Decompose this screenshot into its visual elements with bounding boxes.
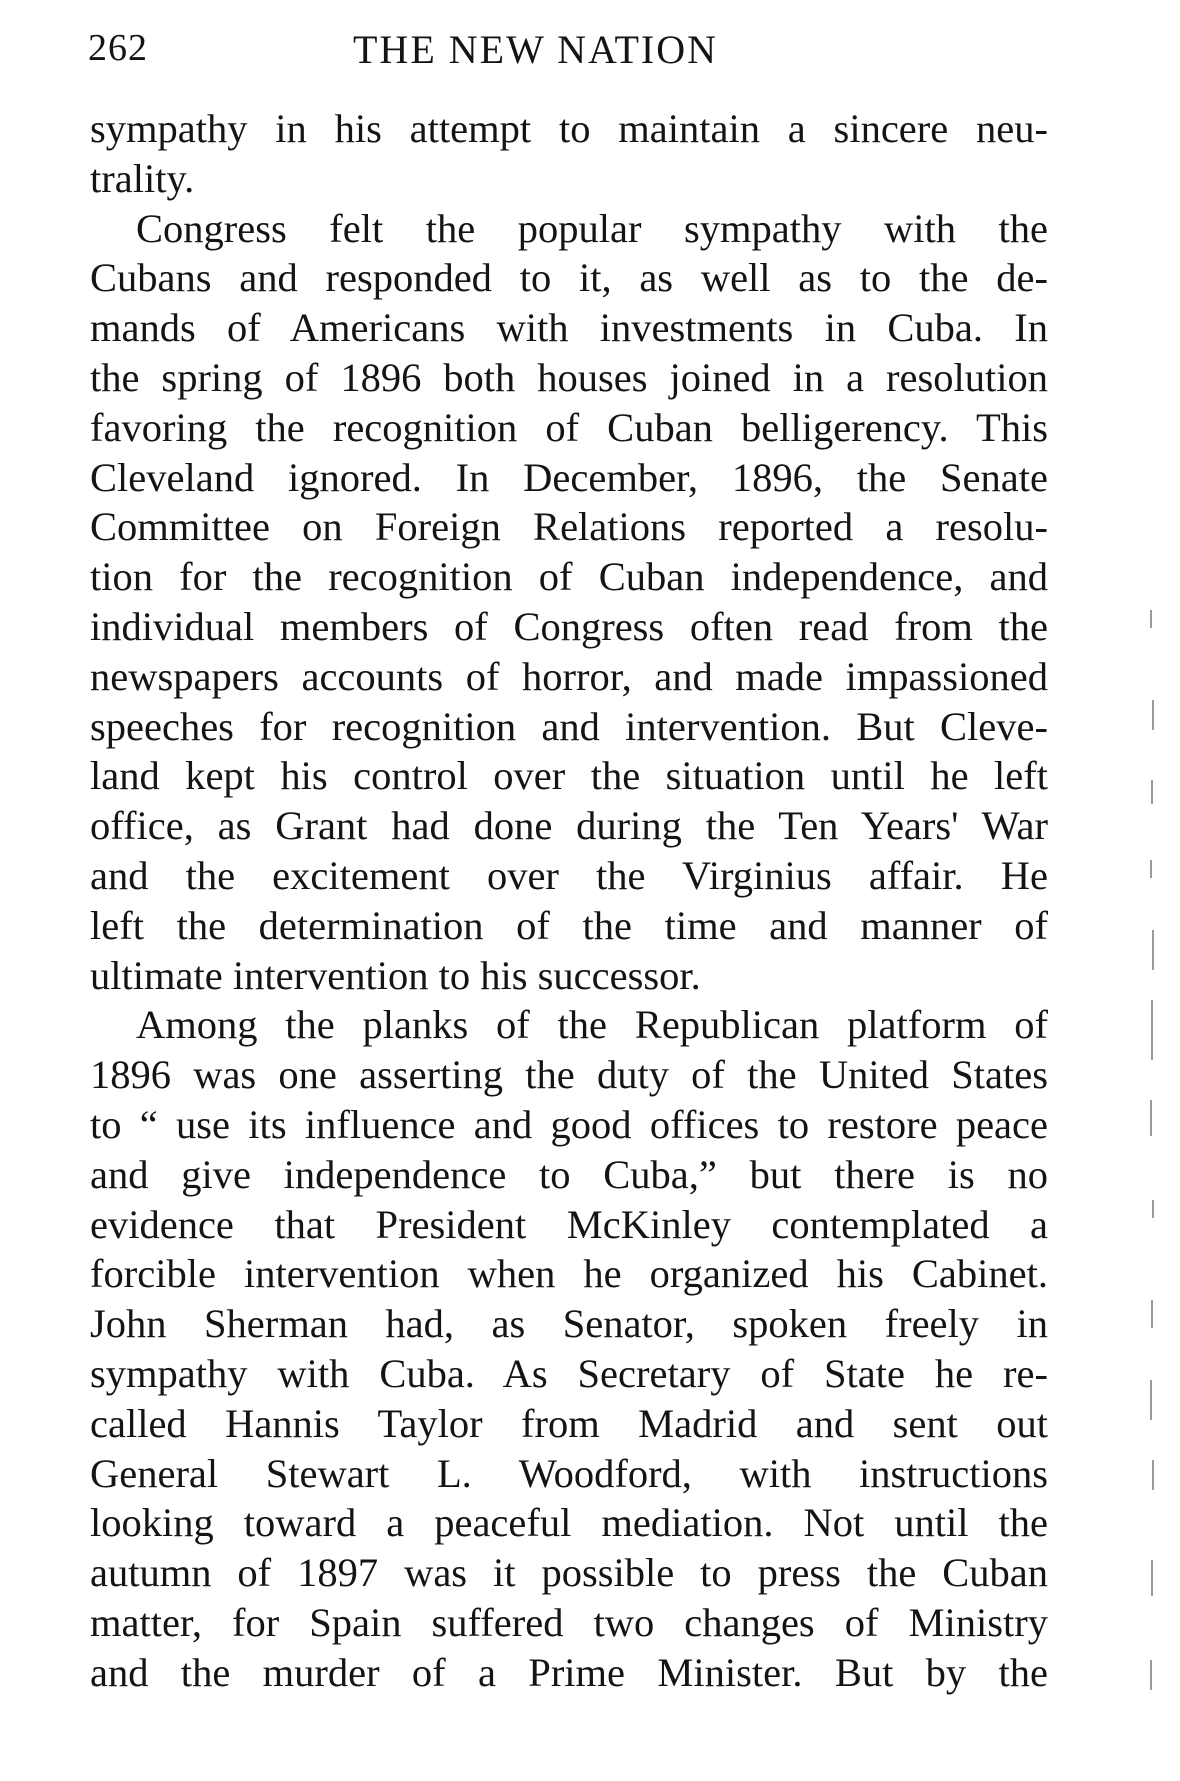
scan-speck <box>1150 610 1152 628</box>
text-line: tion for the recognition of Cuban independence, and <box>90 554 1048 600</box>
text-line: matter, for Spain suffered two changes of Ministry <box>90 1599 1048 1645</box>
scan-speck <box>1151 1000 1153 1060</box>
text-line: and the excitement over the Virginius affair. He <box>90 852 1048 898</box>
text-line: favoring the recognition of Cuban belligerency. This <box>90 404 1048 450</box>
scan-speck <box>1150 1100 1152 1136</box>
text-line: sympathy with Cuba. As Secretary of State he re- <box>90 1350 1048 1396</box>
text-line: speeches for recognition and intervention. But Cleve- <box>90 703 1048 749</box>
scan-speck <box>1151 1300 1153 1328</box>
text-line: Cleveland ignored. In December, 1896, the Senate <box>90 454 1048 500</box>
text-line: and give independence to Cuba,” but there is no <box>90 1151 1048 1197</box>
text-line: individual members of Congress often read from the <box>90 603 1048 649</box>
text-line: forcible intervention when he organized his Cabinet. <box>90 1251 1048 1297</box>
text-line: left the determination of the time and manner of <box>90 902 1048 948</box>
text-line: General Stewart L. Woodford, with instructions <box>90 1450 1048 1496</box>
text-line: ultimate intervention to his successor. <box>90 952 701 998</box>
scan-speck <box>1151 780 1153 804</box>
scan-speck <box>1150 1380 1152 1420</box>
text-line: and the murder of a Prime Minister. But by the <box>90 1649 1048 1695</box>
text-line: John Sherman had, as Senator, spoken freely in <box>90 1301 1048 1347</box>
scan-speck <box>1150 1660 1152 1690</box>
text-line: 1896 was one asserting the duty of the United States <box>90 1052 1048 1098</box>
text-line: Congress felt the popular sympathy with the <box>136 205 1048 251</box>
running-title: THE NEW NATION <box>353 27 718 72</box>
text-line: trality. <box>90 155 195 201</box>
text-line: office, as Grant had done during the Ten Years' War <box>90 803 1048 849</box>
text-line: called Hannis Taylor from Madrid and sent out <box>90 1400 1048 1446</box>
scan-speck <box>1152 1460 1154 1490</box>
text-line: mands of Americans with investments in Cuba. In <box>90 305 1048 351</box>
text-line: land kept his control over the situation until he left <box>90 753 1048 799</box>
text-line: looking toward a peaceful mediation. Not until the <box>90 1500 1048 1546</box>
scan-speck <box>1152 700 1154 730</box>
text-line: autumn of 1897 was it possible to press the Cuban <box>90 1550 1048 1596</box>
text-line: evidence that President McKinley contemplated a <box>90 1201 1048 1247</box>
text-line: the spring of 1896 both houses joined in a resolution <box>90 354 1048 400</box>
scan-speck <box>1152 930 1154 970</box>
text-line: Committee on Foreign Relations reported a resolu- <box>90 504 1048 550</box>
scan-speck <box>1152 1200 1154 1218</box>
scan-edge-marks <box>1090 0 1180 1781</box>
scan-speck <box>1150 860 1152 878</box>
text-line: newspapers accounts of horror, and made impassioned <box>90 653 1048 699</box>
text-line: Among the planks of the Republican platform of <box>136 1002 1048 1048</box>
text-line: sympathy in his attempt to maintain a sincere neu- <box>90 106 1048 151</box>
body-text <box>90 104 1048 1698</box>
page-number: 262 <box>88 27 148 69</box>
page-header <box>88 26 1048 86</box>
text-line: Cubans and responded to it, as well as to the de- <box>90 255 1048 301</box>
text-line: to “ use its influence and good offices to restore peace <box>90 1101 1048 1147</box>
scan-speck <box>1151 1560 1153 1596</box>
